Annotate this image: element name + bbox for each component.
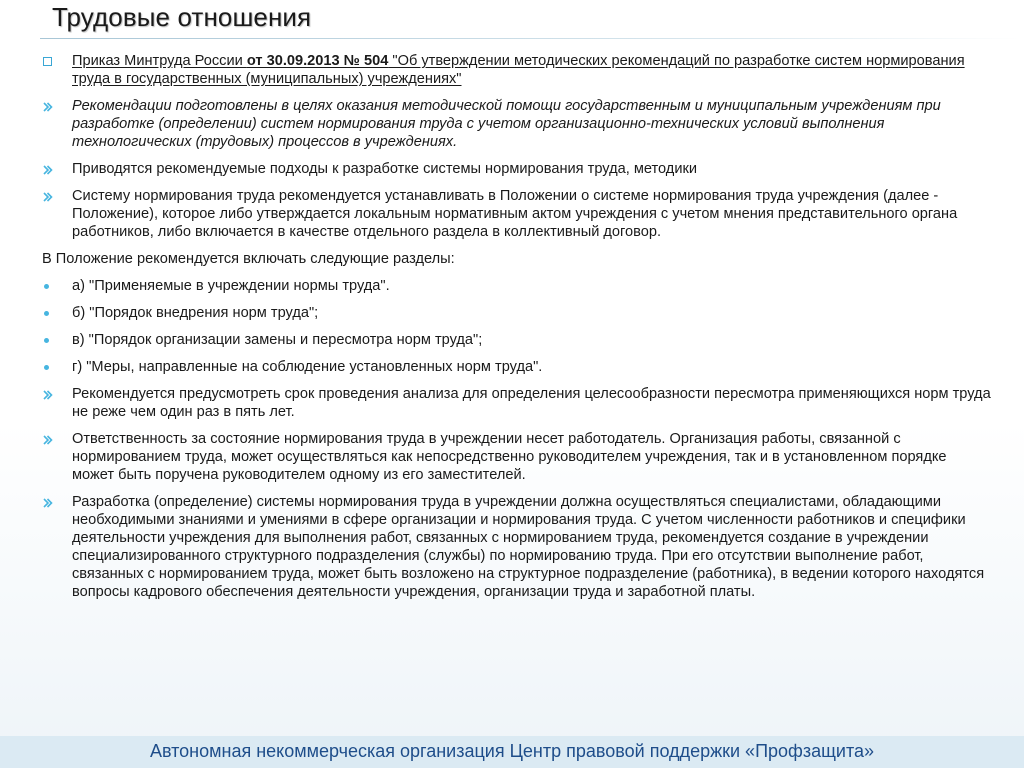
list-item	[42, 187, 992, 241]
list-item-text	[72, 98, 941, 150]
arrow-bullet-icon	[42, 430, 58, 448]
list-item	[42, 304, 992, 322]
text-run: Систему нормирования труда рекомендуется устанавливать в Положении о системе нормирования труда учреждения (далее - Положение), которое либо утверждается локальным нормативным актом учреждения с учетом мнения представительного органа работников, либо включается в качестве отдельного раздела в коллективный договор.	[72, 188, 958, 240]
list-item	[42, 385, 992, 421]
text-run: Разработка (определение) системы нормирования труда в учреждении должна осуществляться специалистами, обладающими необходимыми знаниями и умениями в сфере организации и нормирования труда. С учетом численности работников и специфики деятельности учреждения для выполнения работ, связанных с нормированием труда, рекомендуется создание в учреждении специализированного структурного подразделения (службы) по нормированию труда. При его отсутствии выполнение работ, связанных с нормированием труда, может быть возложено на структурное подразделение (работника), в ведении которого находятся вопросы кадрового обеспечения деятельности учреждения, организации труда и заработной платы.	[72, 494, 985, 600]
list-item	[42, 52, 992, 88]
list-item-text	[72, 161, 697, 177]
text-run: Приказ Минтруда России	[72, 53, 247, 69]
text-run: Ответственность за состояние нормирования труда в учреждении несет работодатель. Организация работы, связанной с нормированием труда, может осуществляться как непосредственно руководителем учреждения, так и в установленном порядке может быть поручена руководителем одному из его заместителей.	[72, 431, 947, 483]
footer-bar	[0, 736, 1024, 768]
arrow-bullet-icon	[42, 187, 58, 205]
text-run: В Положение рекомендуется включать следующие разделы:	[42, 251, 455, 267]
slide-content	[42, 52, 992, 610]
dot-bullet-icon	[42, 358, 58, 376]
footer-text: Автономная некоммерческая организация Центр правовой поддержки «Профзащита»	[149, 741, 875, 761]
list-item-text	[72, 431, 947, 483]
title-divider	[40, 38, 1020, 39]
list-item	[42, 493, 992, 601]
list-item-text	[72, 494, 984, 600]
slide-title: Трудовые отношения	[52, 2, 312, 32]
dot-bullet-icon	[42, 331, 58, 349]
list-item-text	[72, 188, 957, 240]
text-run: Рекомендуется предусмотреть срок проведения анализа для определения целесообразности пересмотра применяющихся норм труда не реже чем один раз в пять лет.	[72, 386, 991, 420]
arrow-bullet-icon	[42, 385, 58, 403]
list-item-text	[42, 251, 455, 267]
text-run: Приводятся рекомендуемые подходы к разработке системы нормирования труда, методики	[72, 161, 698, 177]
arrow-bullet-icon	[42, 160, 58, 178]
list-paragraph	[42, 250, 992, 268]
list-item	[42, 358, 992, 376]
dot-bullet-icon	[42, 304, 58, 322]
list-item-text	[72, 305, 318, 321]
square-bullet-icon	[42, 52, 58, 70]
text-run: в) "Порядок организации замены и пересмотра норм труда";	[72, 332, 483, 348]
arrow-bullet-icon	[42, 493, 58, 511]
list-item-text	[72, 386, 991, 420]
list-item-text	[72, 53, 965, 87]
text-run: от 30.09.2013 № 504	[246, 53, 389, 69]
list-item	[42, 160, 992, 178]
text-run: б) "Порядок внедрения норм труда";	[72, 305, 319, 321]
text-run: г) "Меры, направленные на соблюдение установленных норм труда".	[72, 359, 543, 375]
arrow-bullet-icon	[42, 97, 58, 115]
list-item-text	[72, 278, 390, 294]
list-item-text	[72, 332, 482, 348]
list-item	[42, 331, 992, 349]
list-item-text	[72, 359, 542, 375]
text-run: Рекомендации подготовлены в целях оказания методической помощи государственным и муниципальным учреждениям при разработке (определении) систем нормирования труда с учетом организационно-технических условий выполнения технологических (трудовых) процессов в учреждениях.	[72, 98, 941, 150]
list-item	[42, 97, 992, 151]
list-item	[42, 430, 992, 484]
text-run: "Об утверждении методических рекомендаций по разработке систем нормирования труда в государственных (муниципальных) учреждениях"	[72, 53, 965, 87]
title-bar	[40, 0, 1020, 40]
list-item	[42, 277, 992, 295]
text-run: а) "Применяемые в учреждении нормы труда".	[72, 278, 390, 294]
dot-bullet-icon	[42, 277, 58, 295]
